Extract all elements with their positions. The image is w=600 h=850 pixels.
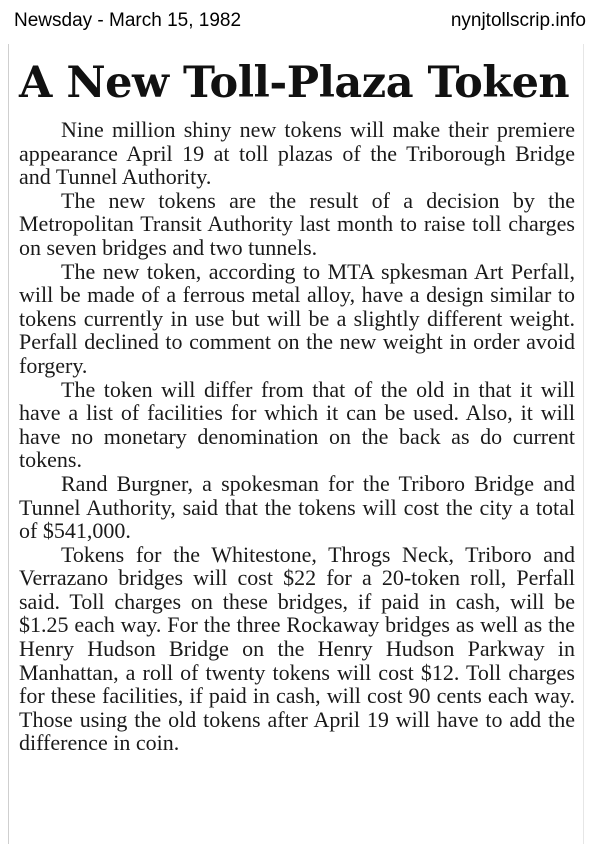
newspaper-clipping: [8, 44, 584, 844]
article-paragraph-6: Tokens for the Whitestone, Throgs Neck, Triboro and Verrazano bridges will cost $22 for a 20-token roll, Perfall said. Toll charges on these bridges, if paid in cash, will be $1.25 each way. For the three Rockaway bridges as well as the Henry Hudson Bridge on the Henry Hudson Parkway in Manhattan, a roll of twenty tokens will cost $12. Toll charges for these facilities, if paid in cash, will cost 90 cents each way. Those using the old tokens after April 19 will have to add the difference in coin.: [19, 541, 575, 756]
site-name: nynjtollscrip.info: [450, 10, 586, 31]
article-paragraph-3: The new token, according to MTA spkesman Art Perfall, will be made of a ferrous metal alloy, have a design similar to tokens currently in use but will be a slightly different weight. Perfall declined to comment on the new weight in order avoid forgery.: [19, 258, 575, 378]
article-paragraph-2: The new tokens are the result of a decision by the Metropolitan Transit Authority last month to raise toll charges on seven bridges and two tunnels.: [19, 187, 575, 260]
article-paragraph-1: Nine million shiny new tokens will make their premiere appearance April 19 at toll plazas of the Triborough Bridge and Tunnel Authority.: [19, 117, 575, 190]
page-header: [14, 10, 586, 36]
article-body: [19, 118, 575, 755]
headline: A New Toll-Plaza Token: [19, 58, 570, 108]
article-paragraph-5: Rand Burgner, a spokesman for the Triboro Bridge and Tunnel Authority, said that the tokens will cost the city a total of $541,000.: [19, 470, 575, 544]
source-citation: Newsday - March 15, 1982: [14, 10, 242, 31]
article-paragraph-4: The token will differ from that of the old in that it will have a list of facilities for which it can be used. Also, it will have no monetary denomination on the back as do current tokens.: [19, 376, 575, 473]
